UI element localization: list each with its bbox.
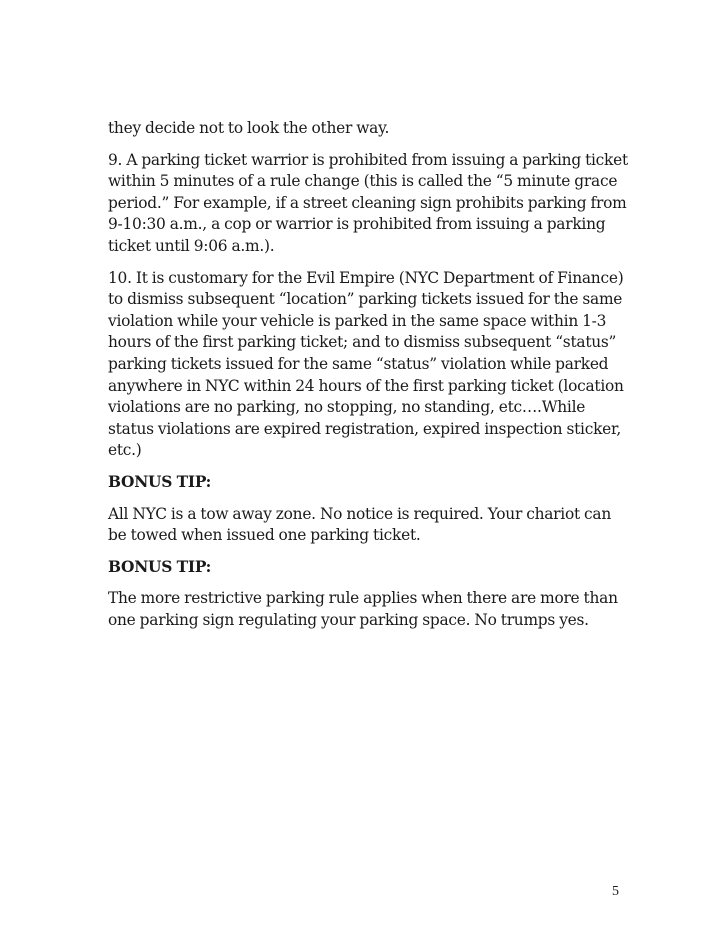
bonus-tip-text-1: All NYC is a tow away zone. No notice is required. Your chariot can be towed when issued one parking ticket. [108,504,611,545]
bonus-tip-heading-2: BONUS TIP: [108,557,212,576]
page-content [108,118,628,641]
bonus-tip-heading-1: BONUS TIP: [108,472,212,491]
paragraph-continuation: they decide not to look the other way. [108,119,390,137]
page-number: 5 [612,884,619,899]
paragraph-tip-10: 10. It is customary for the Evil Empire (NYC Department of Finance) to dismiss subsequent “location” parking tickets issued for the same violation while your vehicle is parked in the same space within 1-3 hours of the first parking ticket; and to dismiss subsequent “status” parking tickets issued for the same “status” violation while parked anywhere in NYC within 24 hours of the first parking ticket (location violations are no parking, no stopping, no standing, etc….While status violations are expired registration, expired inspection sticker, etc.) [108,268,624,460]
paragraph-tip-9: 9. A parking ticket warrior is prohibited from issuing a parking ticket within 5 minutes of a rule change (this is called the “5 minute grace period.” For example, if a street cleaning sign prohibits parking from 9-10:30 a.m., a cop or warrior is prohibited from issuing a parking ticket until 9:06 a.m.). [108,150,628,255]
bonus-tip-text-2: The more restrictive parking rule applies when there are more than one parking sign regulating your parking space. No trumps yes. [108,589,618,629]
